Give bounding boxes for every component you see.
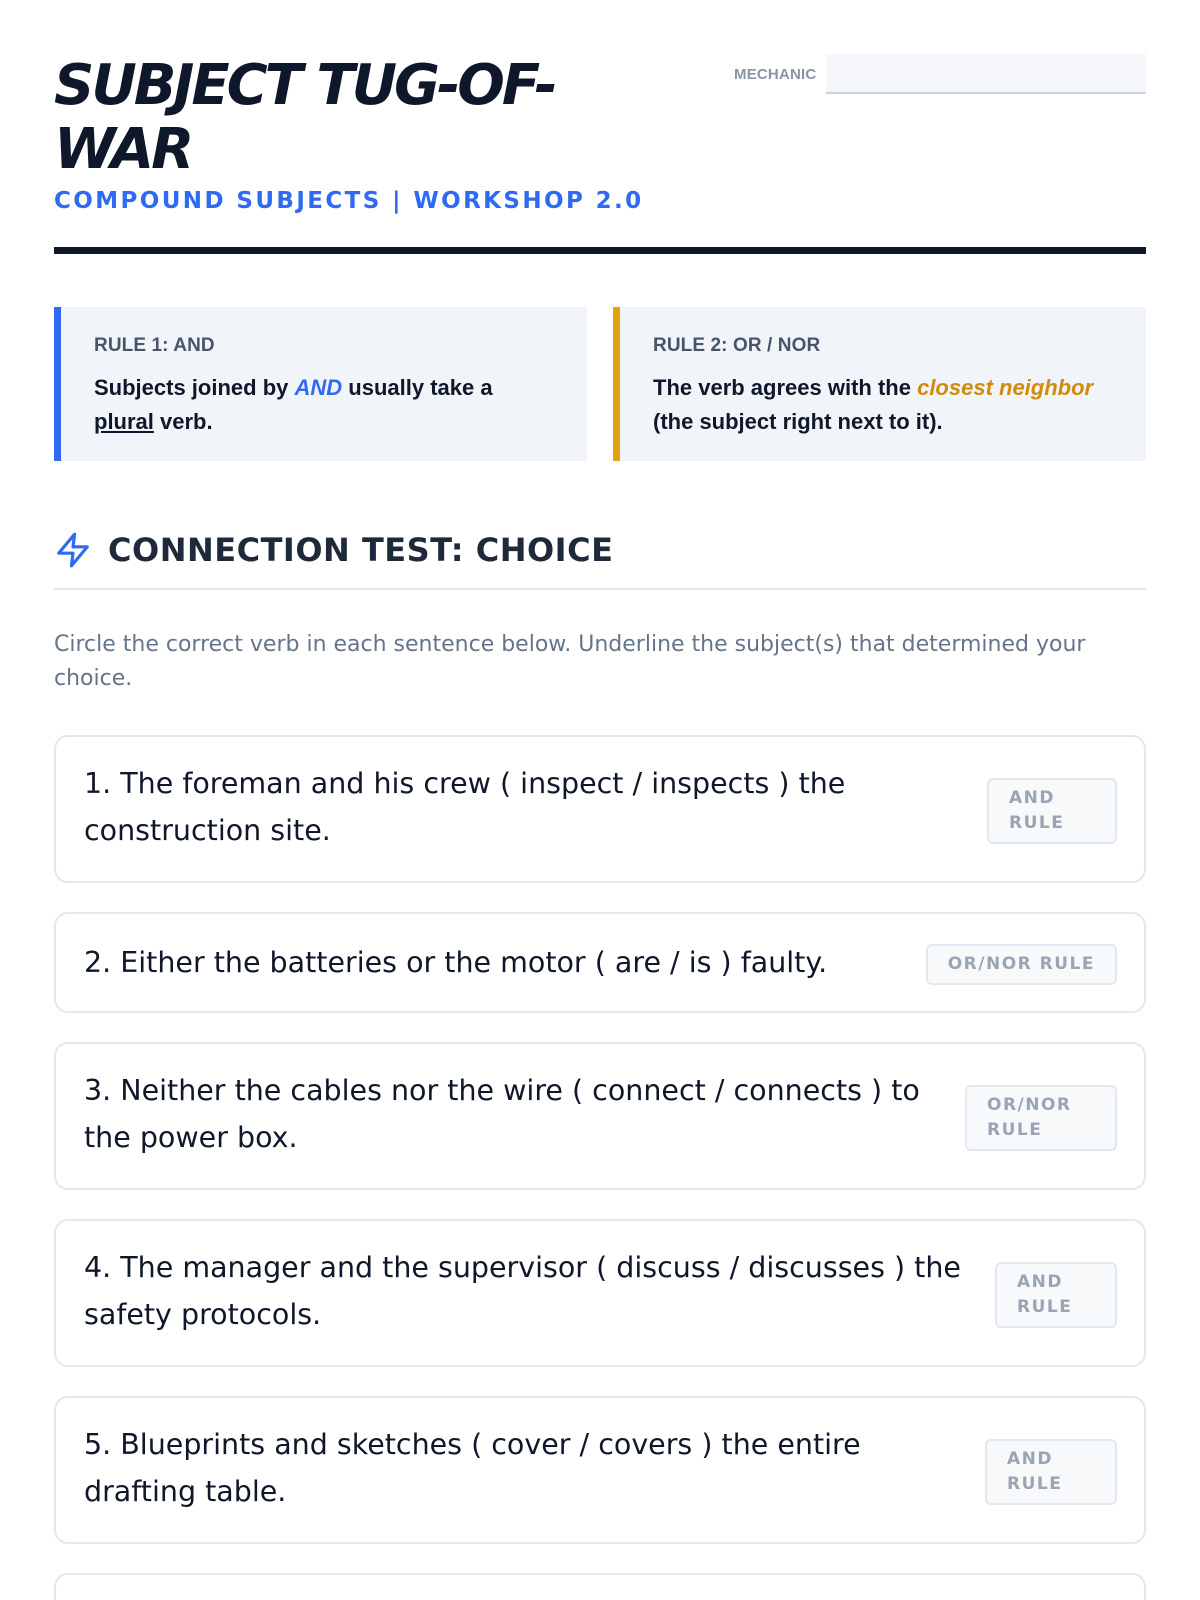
question-card: [54, 1573, 1146, 1600]
question-text[interactable]: 2. Either the batteries or the motor ( are / is ) faulty.: [84, 946, 828, 979]
rule-label: RULE 1: AND: [94, 335, 215, 356]
page-title: SUBJECT TUG-OF-WAR: [54, 53, 555, 182]
page-subtitle: COMPOUND SUBJECTS | WORKSHOP 2.0: [54, 188, 644, 214]
question-text[interactable]: 1. The foreman and his crew ( inspect / inspects ) the construction site.: [84, 767, 846, 847]
question-card: [54, 735, 1146, 883]
worksheet-header: [54, 0, 1146, 254]
rule-card-or-nor: [613, 307, 1146, 461]
question-card: [54, 912, 1146, 1013]
rule-keyword: AND: [294, 375, 343, 400]
rule-tag: AND RULE: [985, 1439, 1117, 1505]
question-text[interactable]: 4. The manager and the supervisor ( discuss / discusses ) the safety protocols.: [84, 1251, 961, 1331]
question-card: [54, 1042, 1146, 1190]
rule-tag: AND RULE: [987, 778, 1117, 844]
rule-tag: AND RULE: [995, 1262, 1117, 1328]
rule-label: RULE 2: OR / NOR: [653, 335, 821, 356]
rules-panel: [54, 307, 1146, 461]
rule-text-part: The verb agrees with the: [653, 375, 918, 400]
mechanic-name-group: [734, 54, 1146, 94]
rule-description: [94, 371, 557, 439]
rule-keyword: closest neighbor: [917, 375, 1094, 400]
rule-card-and: [54, 307, 587, 461]
rule-text-part: verb.: [153, 409, 213, 434]
worksheet-page: [54, 0, 1146, 1508]
rule-underlined-word: plural: [94, 409, 154, 434]
mechanic-name-input[interactable]: [826, 54, 1146, 94]
section-title: CONNECTION TEST: CHOICE: [108, 531, 614, 569]
rule-tag: OR/NOR RULE: [926, 944, 1117, 985]
rule-text-part: usually take a: [342, 375, 493, 400]
question-text[interactable]: 5. Blueprints and sketches ( cover / covers ) the entire drafting table.: [84, 1428, 861, 1508]
header-divider: [54, 247, 1146, 254]
section-heading: [54, 530, 1146, 590]
rule-text-part: Subjects joined by: [94, 375, 295, 400]
rule-description: [653, 371, 1116, 439]
question-card: [54, 1396, 1146, 1544]
instructions-text: Circle the correct verb in each sentence below. Underline the subject(s) that determined your choice.: [54, 632, 1086, 691]
rule-tag: OR/NOR RULE: [965, 1085, 1117, 1151]
question-card: [54, 1219, 1146, 1367]
rule-text-part: (the subject right next to it).: [653, 409, 943, 434]
question-text[interactable]: 3. Neither the cables nor the wire ( connect / connects ) to the power box.: [84, 1074, 920, 1154]
mechanic-label: MECHANIC: [734, 66, 817, 83]
lightning-bolt-icon: [54, 530, 92, 570]
